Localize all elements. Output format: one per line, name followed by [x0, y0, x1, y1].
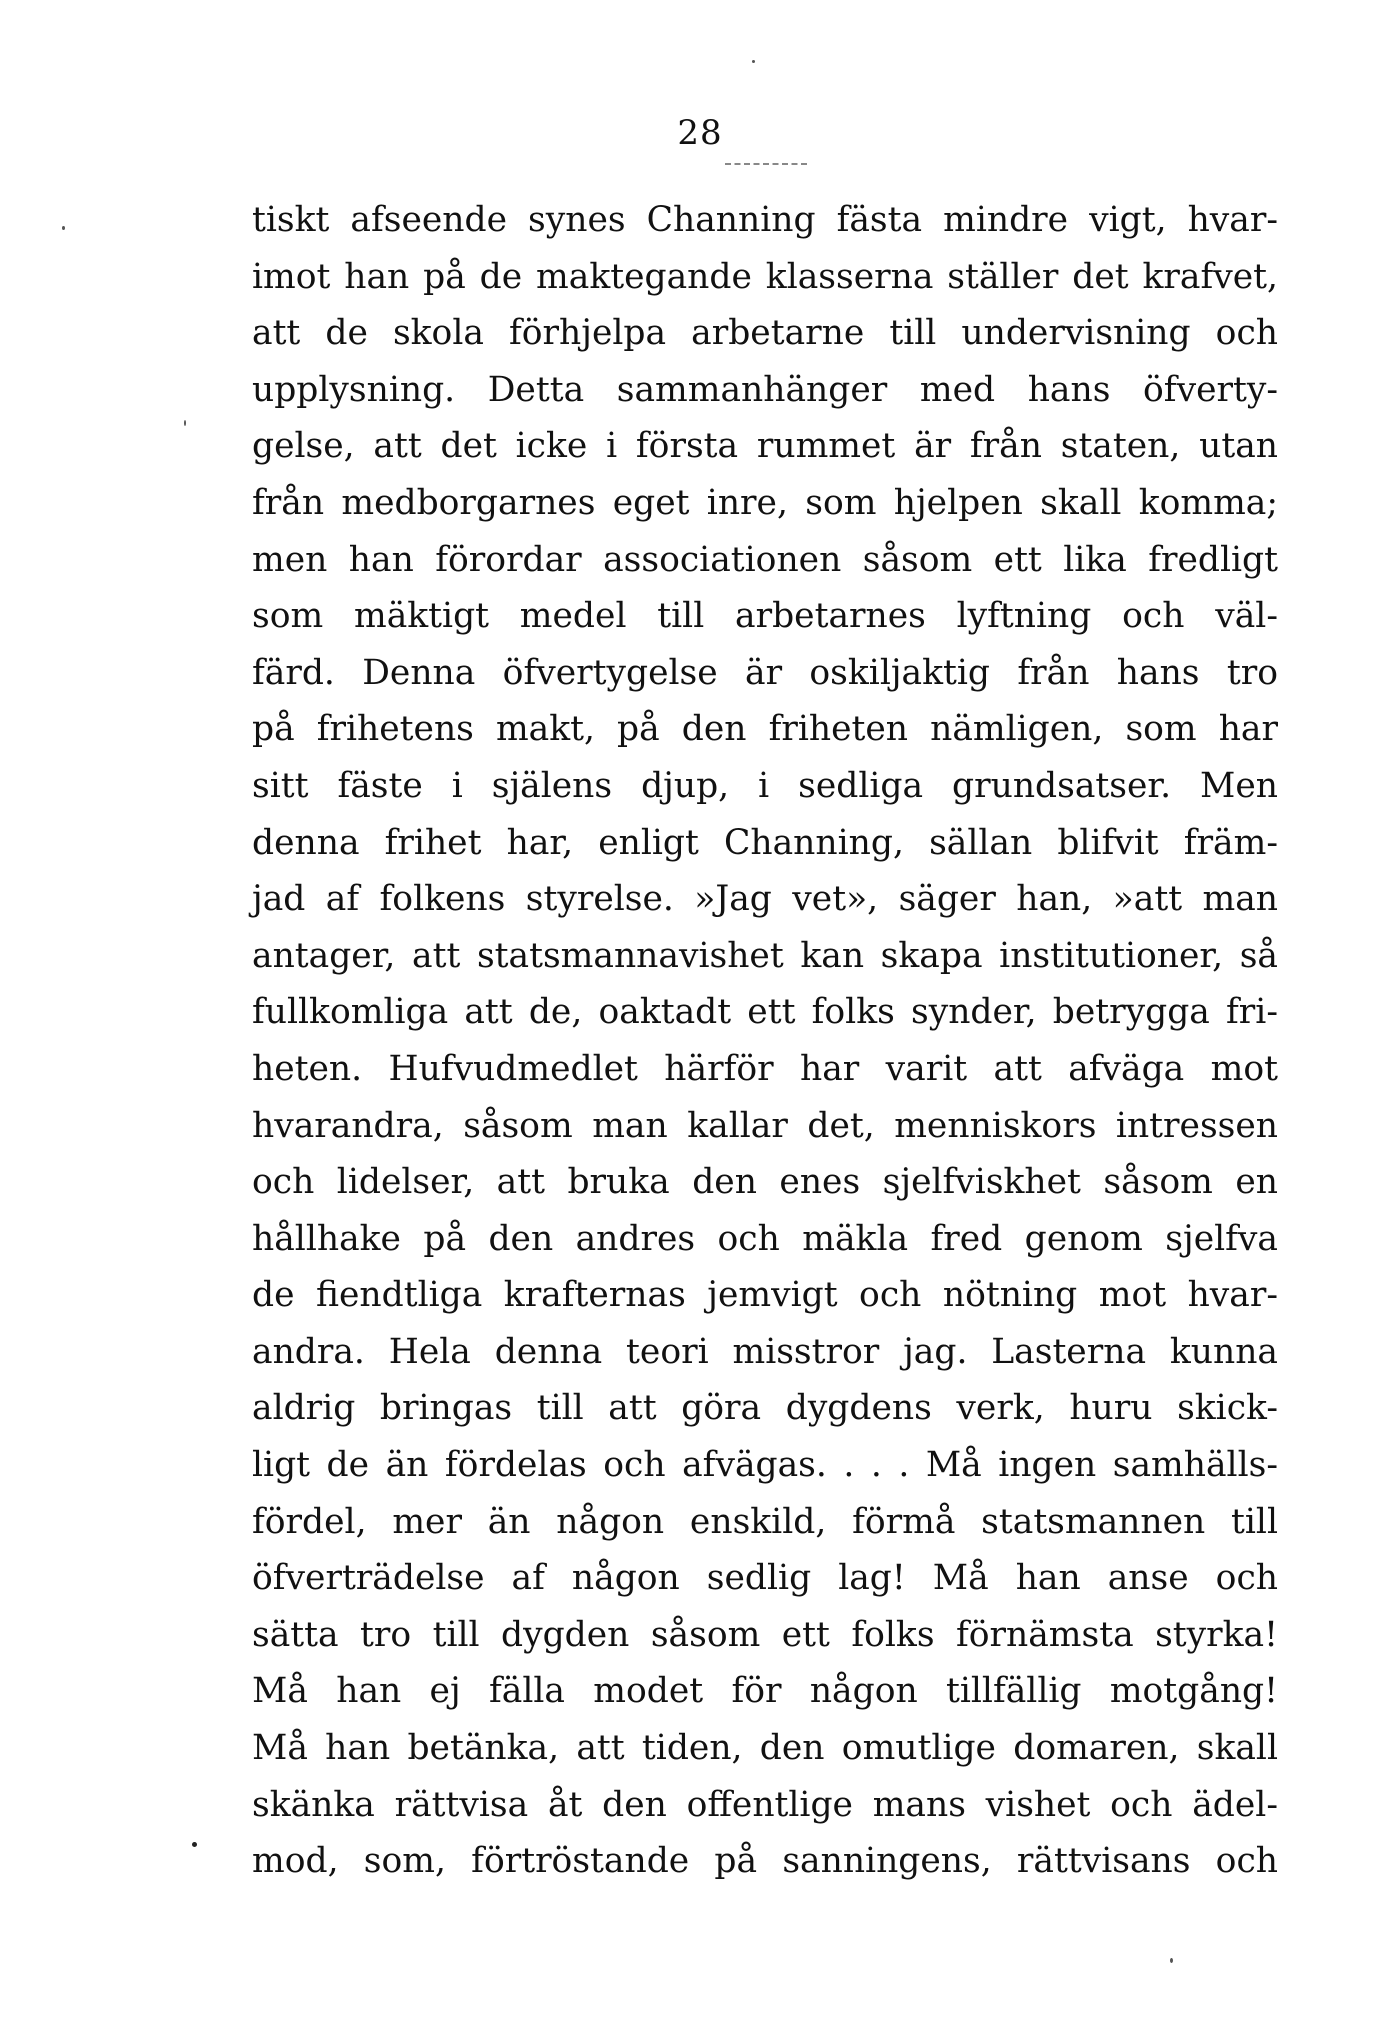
text-line: heten. Hufvudmedlet härför har varit att afväga mot: [252, 1048, 1278, 1089]
scan-speck: [1170, 1958, 1173, 1963]
text-line: antager, att statsmannavishet kan skapa institutioner, så: [252, 935, 1278, 976]
text-line: Må han betänka, att tiden, den omutlige domaren, skall: [252, 1728, 1278, 1769]
text-line: och lidelser, att bruka den enes sjelfviskhet såsom en: [252, 1162, 1278, 1203]
text-line: imot han på de maktegande klasserna ställer det krafvet,: [252, 256, 1278, 297]
page-number: 28: [677, 113, 723, 153]
text-line: ligt de än fördelas och afvägas. . . . Må ingen samhälls-: [252, 1445, 1278, 1486]
text-line: jad af folkens styrelse. »Jag vet», säger han, »att man: [252, 879, 1278, 920]
text-line: aldrig bringas till att göra dygdens verk, huru skick-: [252, 1388, 1278, 1429]
text-line: hvarandra, såsom man kallar det, menniskors intressen: [252, 1105, 1278, 1146]
text-line: upplysning. Detta sammanhänger med hans öfverty-: [252, 369, 1278, 410]
text-line: denna frihet har, enligt Channing, sällan blifvit främ-: [252, 822, 1278, 863]
text-line: de fiendtliga krafternas jemvigt och nötning mot hvar-: [252, 1275, 1278, 1316]
text-line: skänka rättvisa åt den offentlige mans vishet och ädel-: [252, 1784, 1278, 1825]
body-text: [252, 192, 1278, 1890]
text-line: tiskt afseende synes Channing fästa mindre vigt, hvar-: [252, 200, 1278, 240]
text-line: men han förordar associationen såsom ett lika fredligt: [252, 539, 1278, 580]
scan-speck: [192, 1842, 197, 1847]
text-line: fullkomliga att de, oaktadt ett folks synder, betrygga fri-: [252, 992, 1278, 1033]
text-line: gelse, att det icke i första rummet är från staten, utan: [252, 426, 1278, 467]
page-number-rule: [725, 163, 807, 165]
text-line: sitt fäste i själens djup, i sedliga grundsatser. Men: [252, 765, 1278, 806]
scan-speck: [184, 420, 186, 426]
text-line: sätta tro till dygden såsom ett folks förnämsta styrka!: [252, 1614, 1278, 1655]
text-line: fördel, mer än någon enskild, förmå statsmannen till: [252, 1501, 1278, 1542]
text-line: mod, som, förtröstande på sanningens, rättvisans och: [252, 1841, 1278, 1882]
scan-speck: [62, 226, 65, 230]
text-line: hållhake på den andres och mäkla fred genom sjelfva: [252, 1218, 1278, 1259]
text-line: färd. Denna öfvertygelse är oskiljaktig från hans tro: [252, 652, 1278, 693]
text-line: på frihetens makt, på den friheten nämligen, som har: [252, 709, 1278, 750]
text-line: som mäktigt medel till arbetarnes lyftning och väl-: [252, 596, 1278, 637]
scan-speck: [752, 60, 755, 63]
text-line: öfverträdelse af någon sedlig lag! Må han anse och: [252, 1558, 1278, 1599]
text-line: att de skola förhjelpa arbetarne till undervisning och: [252, 313, 1278, 354]
text-line: från medborgarnes eget inre, som hjelpen skall komma;: [252, 482, 1278, 523]
text-line: andra. Hela denna teori misstror jag. Lasterna kunna: [252, 1331, 1278, 1372]
text-line: Må han ej fälla modet för någon tillfällig motgång!: [252, 1671, 1278, 1712]
